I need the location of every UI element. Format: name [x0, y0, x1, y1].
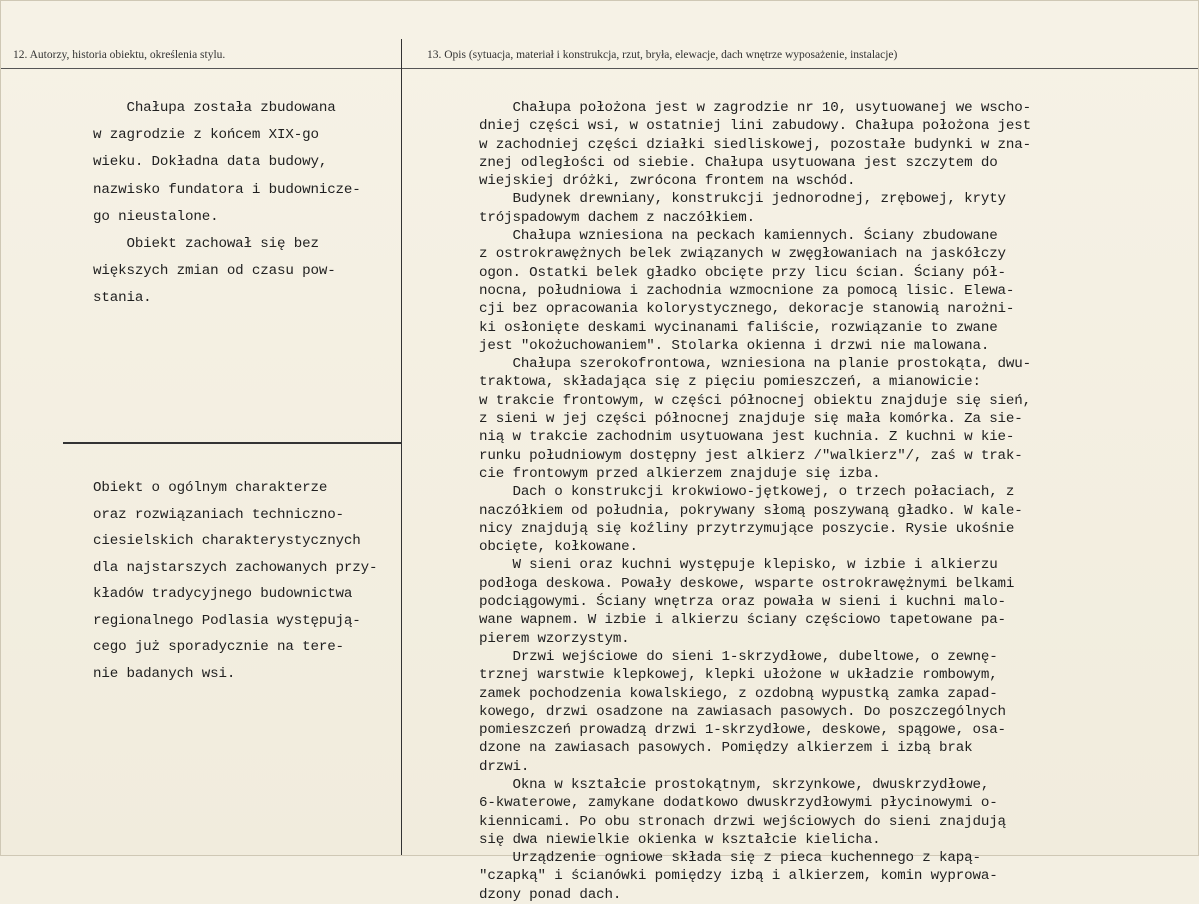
section-13-header: 13. Opis (sytuacja, materiał i konstrukcja, rzut, bryła, elewacje, dach wnętrze wyposażenie, instalacje)	[427, 49, 898, 61]
section-12-header: 12. Autorzy, historia obiektu, określenia stylu.	[13, 49, 226, 61]
column-divider	[401, 39, 402, 855]
header-rule	[1, 68, 1198, 69]
left-section-divider	[63, 442, 401, 444]
style-text: Obiekt o ogólnym charakterze oraz rozwiązaniach techniczno- ciesielskich charakterystycznych dla najstarszych zachowanych przy- kładów tradycyjnego budownictwa regionalnego Podlasia występują- cego już sporadycznie na tere- nie badanych wsi.	[93, 480, 378, 682]
history-text: Chałupa została zbudowana w zagrodzie z końcem XIX-go wieku. Dokładna data budowy, nazwisko fundatora i budownicze- go nieustalone. Obiekt zachował się bez większych zmian od czasu pow- stania.	[93, 100, 361, 307]
description-text: Chałupa położona jest w zagrodzie nr 10, usytuowanej we wscho- dniej części wsi, w ostatniej lini zabudowy. Chałupa położona jest w zachodniej części działki siedliskowej, pozostałe budynki w zna- znej odległości od siebie. Chałupa usytuowana jest szczytem do wiejskiej dróżki, zwrócona frontem na wschód. Budynek drewniany, konstrukcji jednorodnej, zrębowej, kryty trójspadowym dachem z naczółkiem. Chałupa wzniesiona na peckach kamiennych. Ściany zbudowane z ostrokrawężnych belek związanych w zwęgłowaniach na jaskółczy ogon. Ostatki belek gładko obcięte przy licu ścian. Ściany pół- nocna, południowa i zachodnia wzmocnione za pomocą lisic. Elewa- cji bez opracowania kolorystycznego, dekoracje stanowią narożni- ki osłonięte deskami wycinanami faliście, rozwiązanie to zwane jest "okożuchowaniem". Stolarka okienna i drzwi nie malowana. Chałupa szerokofrontowa, wzniesiona na planie prostokąta, dwu- traktowa, składająca się z pięciu pomieszczeń, a mianowicie: w trakcie frontowym, w części północnej obiektu znajduje się sień, z sieni w jej części północnej znajduje się mała komórka. Za sie- nią w trakcie zachodnim usytuowana jest kuchnia. Z kuchni w kie- runku południowym dostępny jest alkierz /"walkierz"/, zaś w trak- cie frontowym przed alkierzem znajduje się izba. Dach o konstrukcji krokwiowo-jętkowej, o trzech połaciach, z naczółkiem od południa, pokrywany słomą poszywaną gładko. W kale- nicy znajdują się koźliny przytrzymujące poszycie. Rysie ukośnie obcięte, kołkowane. W sieni oraz kuchni występuje klepisko, w izbie i alkierzu podłoga deskowa. Powały deskowe, wsparte ostrokrawężnymi belkami podciągowymi. Ściany wnętrza oraz powała w sieni i kuchni malo- wane wapnem. W izbie i alkierzu ściany częściowo tapetowane pa- pierem wzorzystym. Drzwi wejściowe do sieni 1-skrzydłowe, dubeltowe, o zewnę- trznej warstwie klepkowej, klepki ułożone w układzie rombowym, zamek pochodzenia kowalskiego, z ozdobną wypustką zamka zapad- kowego, drzwi osadzone na zawiasach pasowych. Do poszczególnych pomieszczeń prowadzą drzwi 1-skrzydłowe, deskowe, spągowe, osa- dzone na zawiasach pasowych. Pomiędzy alkierzem i izbą brak drzwi. Okna w kształcie prostokątnym, skrzynkowe, dwuskrzydłowe, 6-kwaterowe, zamykane dodatkowo dwuskrzydłowymi płycinowymi o- kiennicami. Po obu stronach drzwi wejściowych do sieni znajdują się dwa niewielkie okienka w kształcie kielicha. Urządzenie ogniowe składa się z pieca kuchennego z kapą- "czapką" i ścianówki pomiędzy izbą i alkierzem, komin wyprowa- dzony ponad dach.	[479, 100, 1032, 903]
